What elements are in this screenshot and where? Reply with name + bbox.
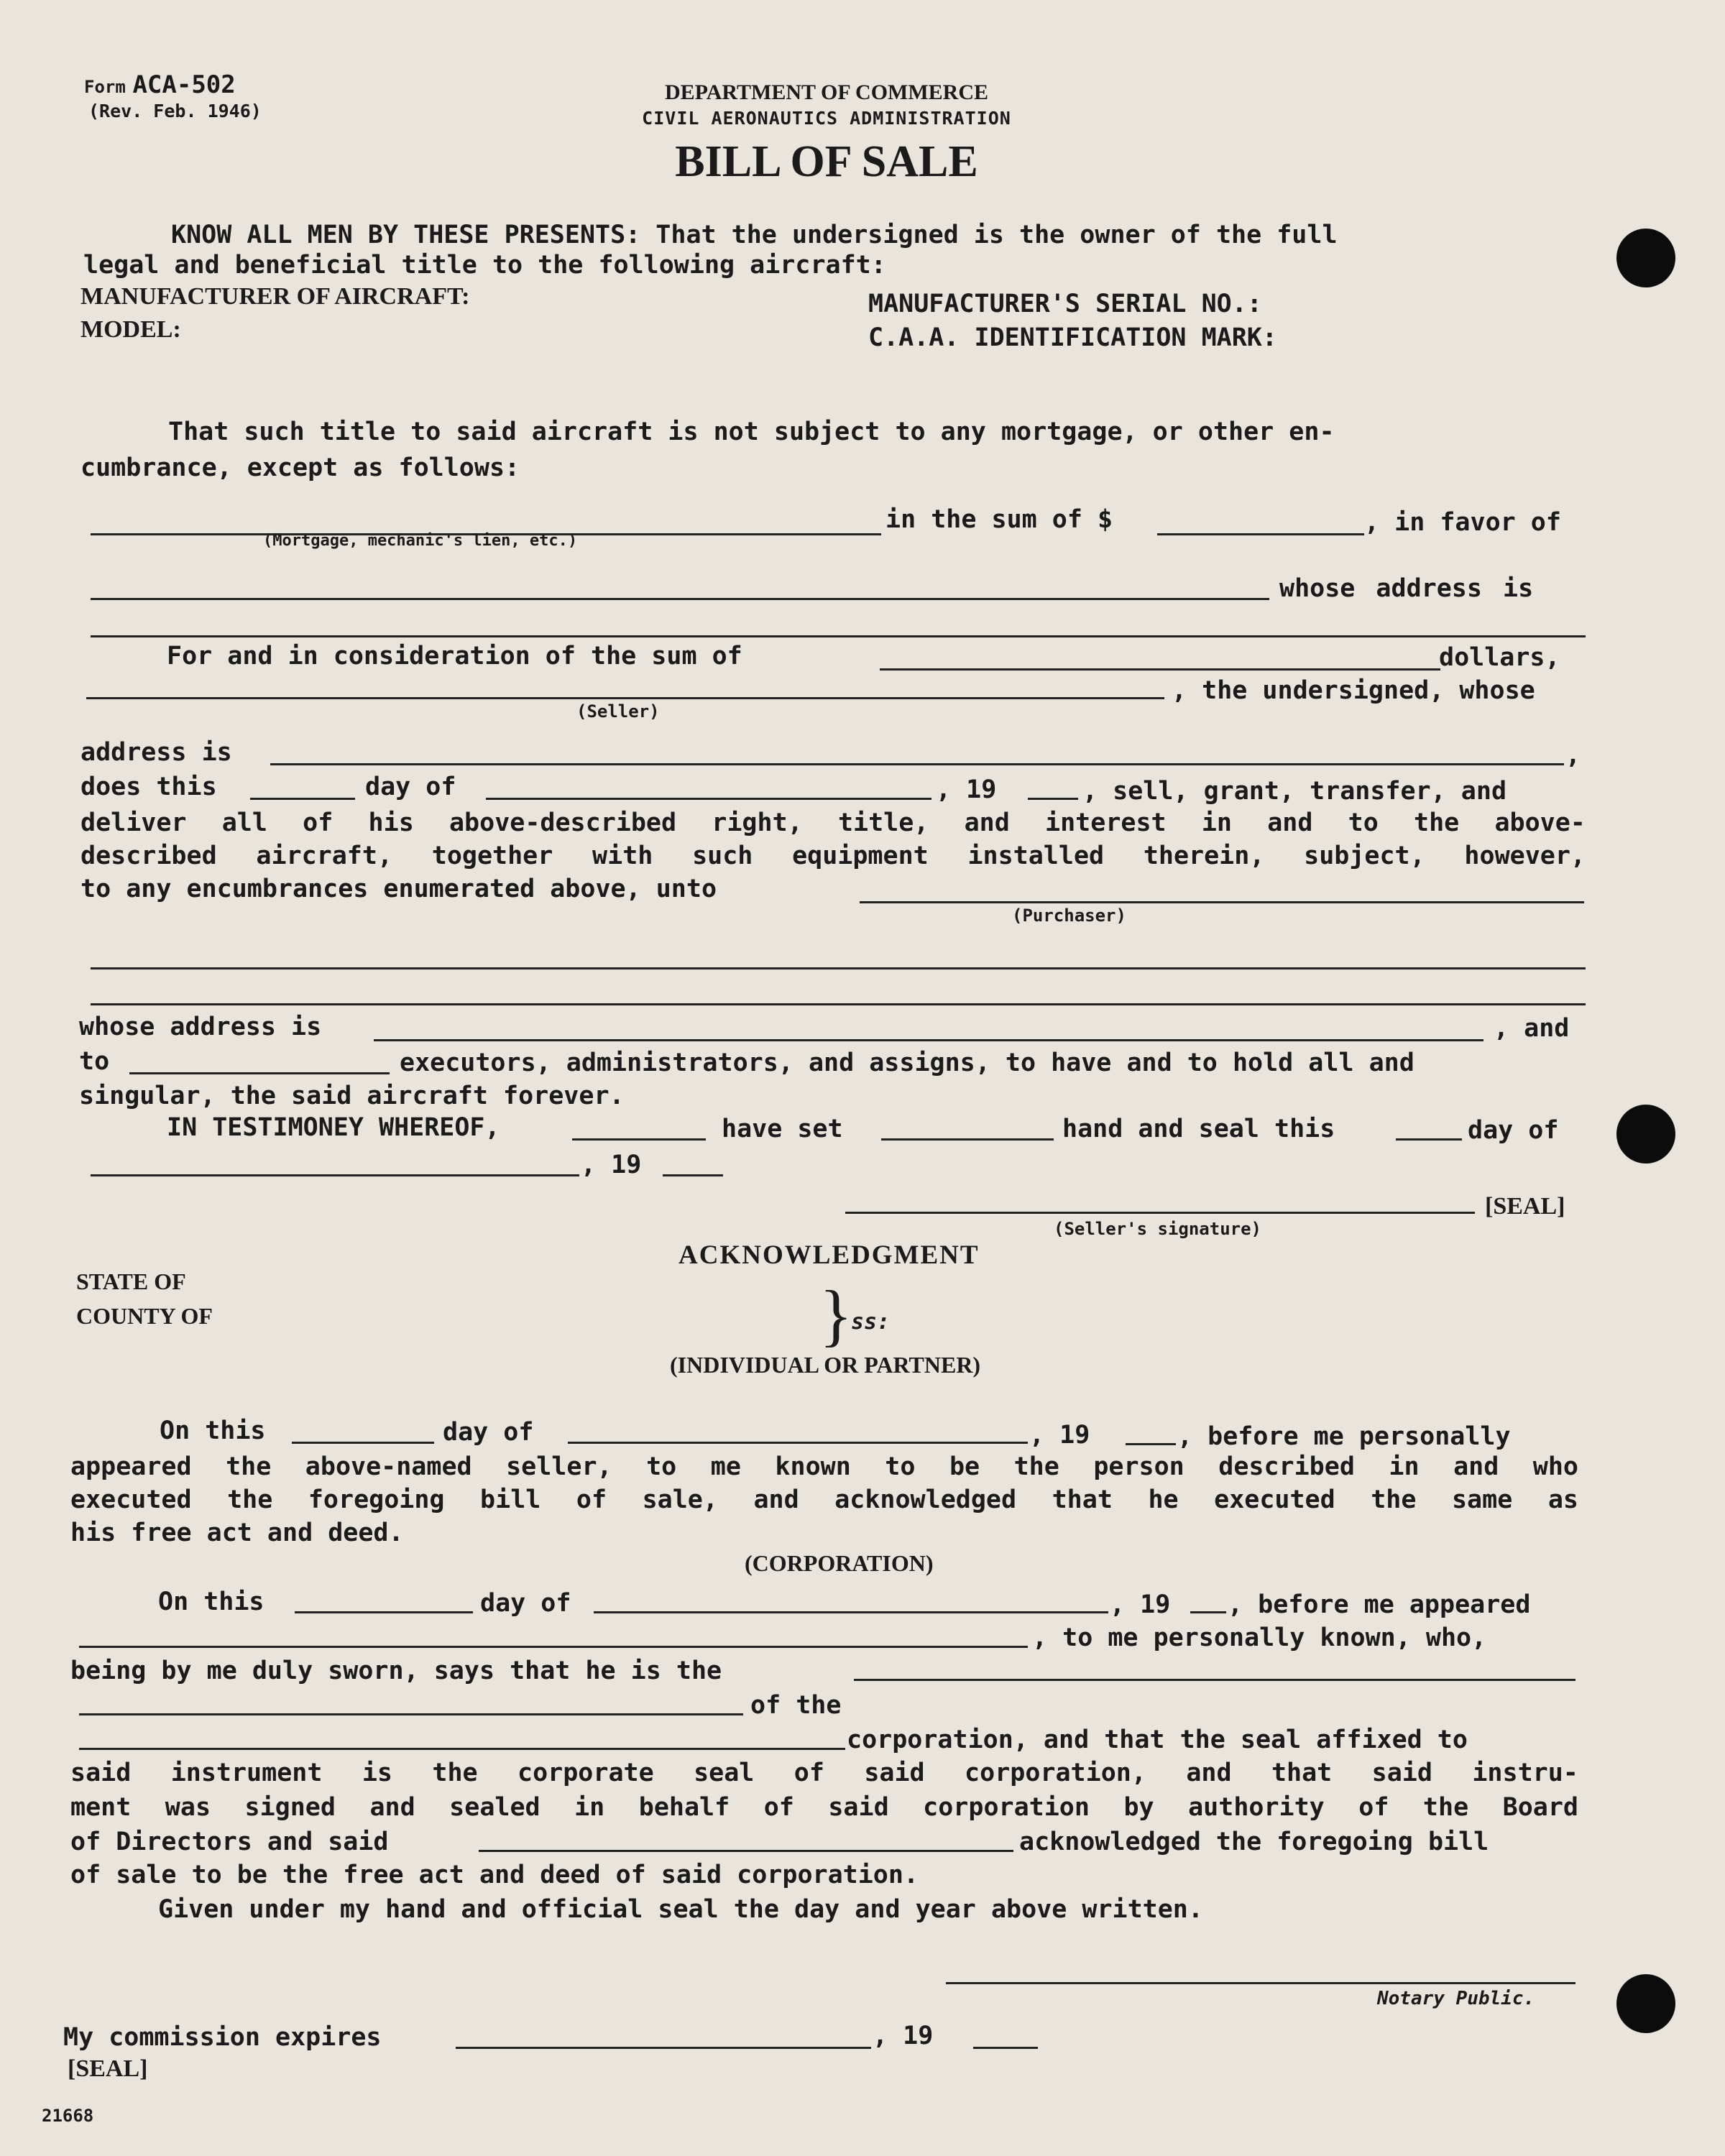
ind-line-2: appeared the above-named seller, to me known to be the person described in and who [70,1452,1578,1481]
venue-brace: } [819,1276,853,1353]
county-of-label: COUNTY OF [76,1303,213,1329]
commission-expires-text: My commission expires [63,2023,382,2052]
to-text: to [79,1047,110,1076]
testimony-day-of-text: day of [1468,1116,1559,1145]
corp-office-line[interactable] [79,1713,743,1715]
purchaser-name-line[interactable] [860,901,1584,903]
encumbrance-type-caption: (Mortgage, mechanic's lien, etc.) [263,532,578,550]
lienholder-address-line[interactable] [91,635,1586,637]
page-title: BILL OF SALE [675,137,978,186]
serial-number-label: MANUFACTURER'S SERIAL NO.: [868,290,1262,318]
sale-year-prefix: , 19 [936,775,997,804]
sale-day-line[interactable] [250,798,355,800]
address-is-text: address is [80,738,232,767]
sale-year-line[interactable] [1028,798,1078,800]
whose-address-text: whose address is [1279,574,1534,603]
binder-hole-middle [1616,1105,1675,1164]
purchaser-address-text: whose address is [79,1013,322,1041]
administration-name: CIVIL AERONAUTICS ADMINISTRATION [642,108,1011,129]
consideration-text: For and in consideration of the sum of [167,642,742,671]
model-label: MODEL: [80,316,181,343]
caa-mark-label: C.A.A. IDENTIFICATION MARK: [868,323,1277,352]
before-me-personally-text: , before me personally [1177,1422,1511,1451]
testimony-day-line[interactable] [1396,1138,1462,1141]
form-revision: (Rev. Feb. 1946) [88,101,262,121]
favor-text: , in favor of [1364,508,1561,537]
form-id-block [84,70,236,99]
corp-day-of-text: day of [480,1589,571,1618]
ss-text: ss: [851,1309,891,1335]
and-text: , and [1494,1014,1570,1043]
seller-signature-caption: (Seller's signature) [1054,1219,1261,1239]
ind-year-prefix: , 19 [1029,1421,1090,1450]
ind-line-3: executed the foregoing bill of sale, and acknowledged that he executed the same as [70,1485,1578,1514]
being-sworn-text: being by me duly sworn, says that he is the [70,1657,722,1685]
corp-line-5: said instrument is the corporate seal of said corporation, and that said instru- [70,1759,1578,1787]
purchaser-heirs-line[interactable] [129,1072,390,1074]
seller-name-line[interactable] [86,697,1164,699]
corp-day-line[interactable] [295,1611,473,1613]
ind-year-line[interactable] [1126,1443,1176,1445]
ind-line-4: his free act and deed. [70,1519,404,1547]
corp-name-line[interactable] [79,1748,845,1750]
encumbrance-line-1: That such title to said aircraft is not subject to any mortgage, or other en- [168,418,1335,446]
lienholder-name-line[interactable] [91,598,1269,600]
corp-officer-name-line[interactable] [79,1646,1028,1648]
intro-line-1: KNOW ALL MEN BY THESE PRESENTS: That the undersigned is the owner of the full [171,221,1338,249]
encumbrances-line: to any encumbrances enumerated above, unto [80,875,717,903]
testimony-month-line[interactable] [91,1174,579,1176]
seller-seal-text: [SEAL] [1485,1193,1565,1220]
given-under-text: Given under my hand and official seal the day and year above written. [158,1895,1203,1924]
binder-hole-top [1616,229,1675,287]
encumbrance-amount-line[interactable] [1157,533,1364,535]
notary-public-caption: Notary Public. [1377,1988,1535,2009]
corp-line-6: ment was signed and sealed in behalf of said corporation by authority of the Board [70,1793,1578,1822]
testimony-party-line[interactable] [572,1138,706,1141]
corp-on-this-text: On this [158,1588,264,1616]
sale-day-of-text: day of [365,773,456,801]
sale-month-line[interactable] [486,798,932,800]
corp-officer-title-line[interactable] [854,1679,1576,1681]
ind-day-line[interactable] [292,1442,434,1444]
corp-line-8: of sale to be the free act and deed of said corporation. [70,1861,919,1889]
described-line: described aircraft, together with such equipment installed therein, subject, however, [80,842,1586,870]
manufacturer-label: MANUFACTURER OF AIRCRAFT: [80,283,470,310]
testimony-text: IN TESTIMONEY WHEREOF, [167,1113,500,1142]
hand-seal-text: hand and seal this [1062,1115,1335,1143]
binder-hole-bottom [1616,1974,1675,2033]
seller-signature-line[interactable] [845,1212,1475,1214]
purchaser-caption: (Purchaser) [1012,906,1126,926]
address-comma: , [1565,741,1581,770]
undersigned-text: , the undersigned, whose [1172,676,1535,705]
corp-year-line[interactable] [1190,1611,1226,1613]
individual-heading: (INDIVIDUAL OR PARTNER) [670,1352,981,1378]
testimony-year-line[interactable] [663,1174,723,1176]
purchaser-line-3[interactable] [91,1003,1586,1005]
purchaser-line-2[interactable] [91,967,1586,969]
acknowledged-bill-text: acknowledged the foregoing bill [1019,1828,1489,1856]
state-of-label: STATE OF [76,1268,186,1294]
print-code: 21668 [42,2106,94,2126]
corporation-heading: (CORPORATION) [745,1550,934,1576]
commission-year-prefix: , 19 [873,2022,934,2050]
seller-caption: (Seller) [576,701,660,722]
have-set-text: have set [722,1115,843,1143]
notary-signature-line[interactable] [946,1982,1576,1984]
form-label: Form [84,77,126,97]
corporation-seal-text: corporation, and that the seal affixed to [847,1726,1468,1754]
ind-day-of-text: day of [443,1418,534,1447]
testimony-pronoun-line[interactable] [881,1138,1054,1141]
to-me-known-text: , to me personally known, who, [1032,1623,1487,1652]
department-name: DEPARTMENT OF COMMERCE [664,80,989,104]
corp-month-line[interactable] [594,1611,1108,1613]
sell-grant-text: , sell, grant, transfer, and [1082,777,1507,806]
ind-month-line[interactable] [568,1442,1028,1444]
seller-address-line[interactable] [270,763,1564,765]
commission-year-line[interactable] [973,2047,1038,2049]
commission-date-line[interactable] [456,2047,871,2049]
form-number: ACA-502 [132,70,236,99]
of-the-text: of the [750,1691,842,1720]
testimony-year-prefix: , 19 [581,1151,642,1179]
dollars-text: dollars, [1439,643,1560,672]
singular-text: singular, the said aircraft forever. [79,1082,625,1110]
of-directors-text: of Directors and said [70,1828,389,1856]
before-me-appeared-text: , before me appeared [1228,1590,1531,1619]
intro-line-2: legal and beneficial title to the following aircraft: [83,251,886,280]
does-this-text: does this [80,773,217,801]
corp-signer-line[interactable] [479,1850,1013,1852]
deliver-line: deliver all of his above-described right, title, and interest in and to the above- [80,808,1586,837]
corp-year-prefix: , 19 [1110,1590,1171,1619]
sum-text: in the sum of $ [886,505,1113,534]
ind-on-this-text: On this [160,1416,266,1445]
acknowledgment-title: ACKNOWLEDGMENT [678,1240,980,1270]
consideration-amount-line[interactable] [880,668,1440,671]
executors-text: executors, administrators, and assigns, to have and to hold all and [400,1049,1414,1077]
purchaser-address-line[interactable] [374,1039,1484,1041]
notary-seal-text: [SEAL] [68,2055,148,2082]
encumbrance-line-2: cumbrance, except as follows: [80,453,520,482]
